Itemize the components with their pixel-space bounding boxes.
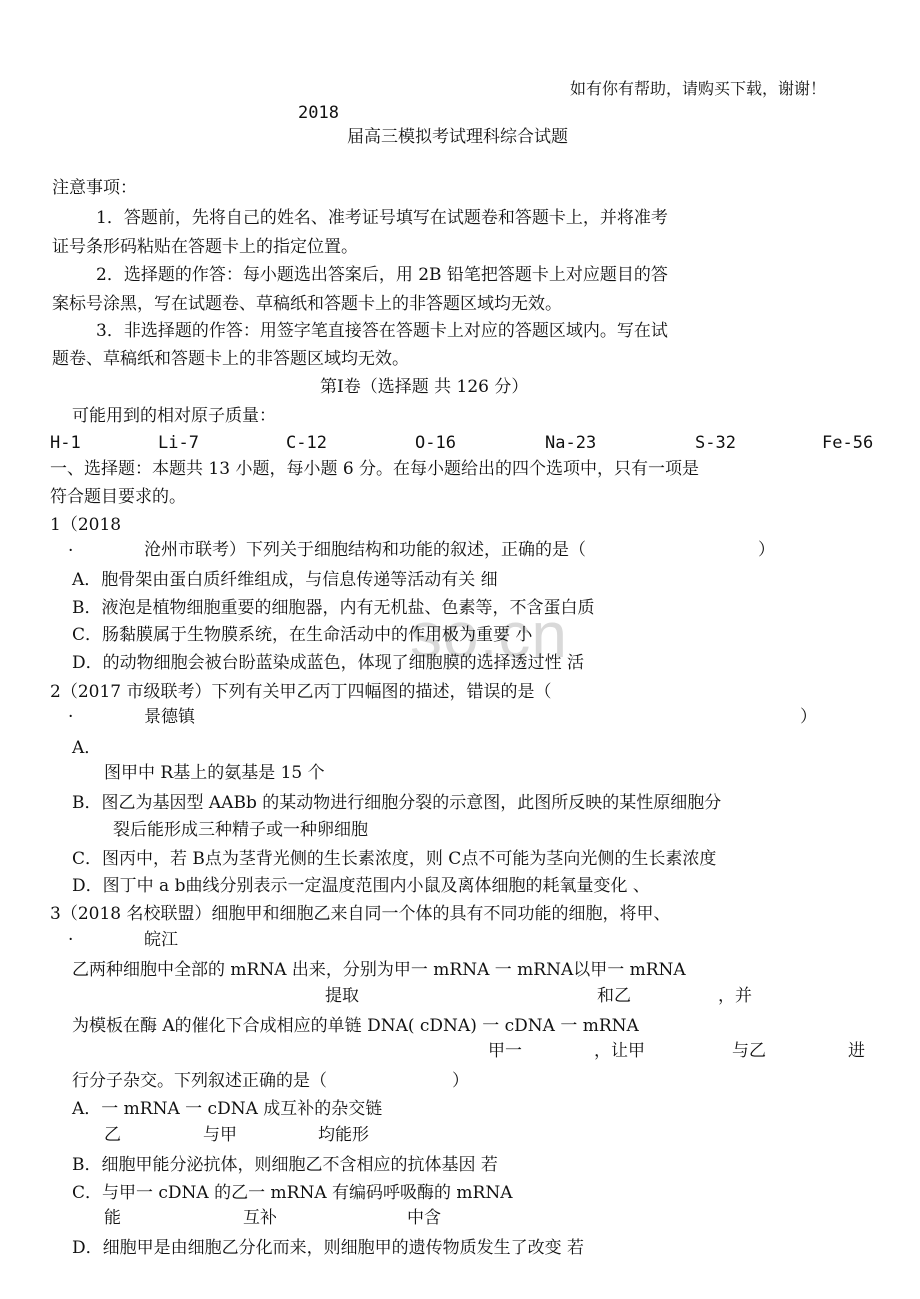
notice-item-3-cont: 题卷、草稿纸和答题卡上的非答题区域均无效。 bbox=[52, 349, 409, 369]
q3-paren-close: ） bbox=[452, 1071, 469, 1091]
atomic-mass-c: C-12 bbox=[286, 433, 327, 453]
q3-source: 皖江 bbox=[144, 930, 178, 950]
q2-option-a-label: A． bbox=[72, 738, 102, 758]
watermark: so.cn bbox=[410, 599, 568, 671]
q2-option-b: B．图乙为基因型 AABb 的某动物进行细胞分裂的示意图，此图所反映的某性原细胞分 bbox=[72, 793, 722, 813]
atomic-mass-h: H-1 bbox=[50, 433, 81, 453]
notice-item-2: 2．选择题的作答：每小题选出答案后，用 2B 铅笔把答题卡上对应题目的答 bbox=[96, 265, 668, 285]
q1-stem: 沧州市联考）下列关于细胞结构和功能的叙述，正确的是（ bbox=[144, 540, 586, 560]
q3-line-3-sub-a: 甲一 bbox=[488, 1041, 522, 1061]
q1-option-c: C．肠黏膜属于生物膜系统，在生命活动中的作用极为重要 小 bbox=[72, 625, 533, 645]
q2-option-b-cont: 裂后能形成三种精子或一种卵细胞 bbox=[113, 820, 368, 840]
atomic-mass-fe: Fe-56 bbox=[822, 433, 874, 453]
q2-stem: 2（2017 市级联考）下列有关甲乙丙丁四幅图的描述，错误的是（ bbox=[50, 682, 552, 702]
section-title: 第Ⅰ卷（选择题 共 126 分） bbox=[320, 377, 529, 397]
notice-item-1: 1．答题前，先将自己的姓名、准考证号填写在试题卷和答题卡上，并将准考 bbox=[96, 208, 668, 228]
q3-option-a-sub-1: 乙 bbox=[104, 1125, 121, 1145]
q3-option-c-sub-1: 能 bbox=[104, 1208, 121, 1228]
exam-title: 届高三模拟考试理科综合试题 bbox=[347, 127, 568, 147]
header-note: 如有你有帮助，请购买下载，谢谢！ bbox=[570, 79, 827, 98]
q1-number: 1（2018 bbox=[50, 515, 122, 535]
q3-line-3-sub-b: ，让甲 bbox=[594, 1041, 645, 1061]
q3-option-d: D．细胞甲是由细胞乙分化而来，则细胞甲的遗传物质发生了改变 若 bbox=[72, 1238, 585, 1258]
q3-line-2-sub-b: 和乙 bbox=[597, 986, 631, 1006]
q2-dot: · bbox=[68, 707, 74, 727]
q3-option-a: A．一 mRNA 一 cDNA 成互补的杂交链 bbox=[72, 1099, 383, 1119]
q2-option-a: 图甲中 R基上的氨基是 15 个 bbox=[104, 763, 325, 783]
q2-source: 景德镇 bbox=[144, 707, 195, 727]
atomic-mass-s: S-32 bbox=[695, 433, 736, 453]
q2-option-d: D．图丁中 a b曲线分别表示一定温度范围内小鼠及离体细胞的耗氧量变化 、 bbox=[72, 876, 650, 896]
exam-year: 2018 bbox=[298, 103, 339, 123]
q3-line-2-sub-c: ，并 bbox=[718, 986, 752, 1006]
part1-instruction-cont: 符合题目要求的。 bbox=[50, 487, 186, 507]
q1-option-b: B．液泡是植物细胞重要的细胞器，内有无机盐、色素等，不含蛋白质 bbox=[72, 598, 595, 618]
part1-instruction: 一、选择题：本题共 13 小题，每小题 6 分。在每小题给出的四个选项中，只有一项是 bbox=[50, 459, 700, 479]
atomic-mass-heading: 可能用到的相对原子质量： bbox=[72, 406, 276, 426]
q3-line-3-sub-d: 进 bbox=[848, 1041, 865, 1061]
notice-item-2-cont: 案标号涂黑，写在试题卷、草稿纸和答题卡上的非答题区域均无效。 bbox=[52, 294, 562, 314]
q1-option-a: A．胞骨架由蛋白质纤维组成，与信息传递等活动有关 细 bbox=[72, 570, 498, 590]
q3-dot: · bbox=[68, 930, 74, 950]
q2-paren-close: ） bbox=[800, 707, 817, 727]
notice-item-3: 3．非选择题的作答：用签字笔直接答在答题卡上对应的答题区域内。写在试 bbox=[96, 321, 668, 341]
notice-heading: 注意事项： bbox=[52, 178, 137, 198]
q3-line-3-sub-c: 与乙 bbox=[732, 1041, 766, 1061]
q3-line-2-sub-a: 提取 bbox=[325, 986, 359, 1006]
q2-option-c: C．图丙中，若 B点为茎背光侧的生长素浓度，则 C点不可能为茎向光侧的生长素浓度 bbox=[72, 849, 717, 869]
atomic-mass-o: O-16 bbox=[415, 433, 456, 453]
q3-option-a-sub-3: 均能形 bbox=[318, 1125, 369, 1145]
q3-option-c-sub-3: 中含 bbox=[407, 1208, 441, 1228]
q3-line-3: 为模板在酶 A的催化下合成相应的单链 DNA( cDNA) 一 cDNA 一 mRNA bbox=[72, 1016, 639, 1036]
q1-dot: · bbox=[68, 541, 74, 561]
q3-line-4: 行分子杂交。下列叙述正确的是（ bbox=[72, 1071, 327, 1091]
q3-line-2: 乙两种细胞中全部的 mRNA 出来，分别为甲一 mRNA 一 mRNA以甲一 mRNA bbox=[72, 960, 686, 980]
q3-option-c: C．与甲一 cDNA 的乙一 mRNA 有编码呼吸酶的 mRNA bbox=[72, 1183, 513, 1203]
q3-option-a-sub-2: 与甲 bbox=[203, 1125, 237, 1145]
q1-option-d: D．的动物细胞会被台盼蓝染成蓝色，体现了细胞膜的选择透过性 活 bbox=[72, 653, 585, 673]
q3-option-b: B．细胞甲能分泌抗体，则细胞乙不含相应的抗体基因 若 bbox=[72, 1155, 498, 1175]
q3-option-c-sub-2: 互补 bbox=[243, 1208, 277, 1228]
atomic-mass-li: Li-7 bbox=[158, 433, 199, 453]
atomic-mass-na: Na-23 bbox=[545, 433, 597, 453]
q3-stem: 3（2018 名校联盟）细胞甲和细胞乙来自同一个体的具有不同功能的细胞，将甲、 bbox=[50, 904, 671, 924]
notice-item-1-cont: 证号条形码粘贴在答题卡上的指定位置。 bbox=[52, 237, 358, 257]
q1-paren-close: ） bbox=[758, 540, 775, 560]
